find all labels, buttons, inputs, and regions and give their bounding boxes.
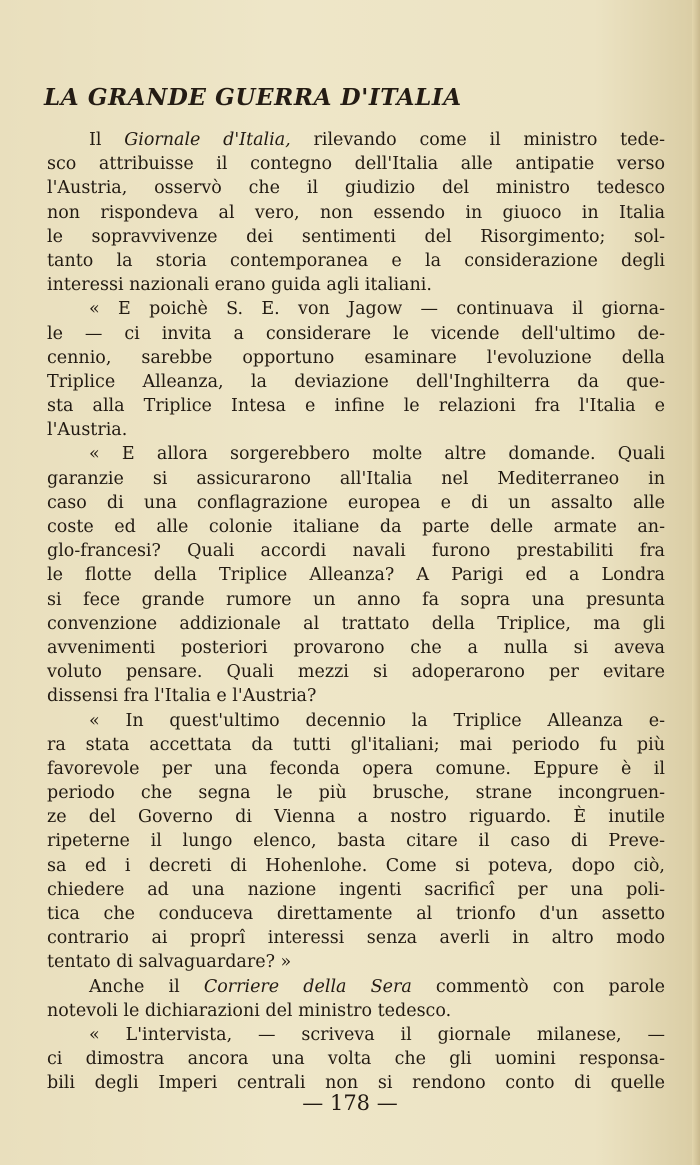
text-run: « In quest'ultimo decennio la Triplice Alleanza e- [89,710,665,731]
text-run: non rispondeva al vero, non essendo in giuoco in Italia [47,202,665,223]
text-run: « E poichè S. E. von Jagow — continuava il giorna- [89,299,665,320]
text-run: favorevole per una feconda opera comune. Eppure è il [47,758,665,779]
text-line [47,854,665,878]
text-line [47,225,665,249]
text-run: l'Austria. [47,420,128,441]
text-run: commentò con parole [411,976,666,997]
text-run: Anche il [89,976,204,997]
page-number: — 178 — [302,1091,398,1115]
text-run: coste ed alle colonie italiane da parte delle armate an- [47,517,665,537]
text-line [47,273,665,297]
text-line [47,491,665,515]
text-run: le flotte della Triplice Alleanza? A Parigi ed a Londra [47,565,665,586]
text-line [47,999,665,1023]
text-line [47,709,665,733]
running-head: LA GRANDE GUERRA D'ITALIA [44,84,462,111]
text-line [47,902,665,926]
text-line [47,636,665,660]
text-run: notevoli le dichiarazioni del ministro tedesco. [47,1000,452,1021]
text-run: ripeterne il lungo elenco, basta citare il caso di Preve- [47,831,665,852]
text-line [47,346,665,370]
text-run: glo-francesi? Quali accordi navali furono prestabiliti fra [47,541,665,562]
text-line [47,588,665,612]
text-line [47,418,665,442]
text-run: convenzione addizionale al trattato della Triplice, ma gli [47,613,665,634]
text-run: Triplice Alleanza, la deviazione dell'Inghilterra da que- [47,371,665,392]
page-edge [692,0,700,1165]
text-run: le — ci invita a considerare le vicende dell'ultimo de- [47,323,665,344]
text-run: interessi nazionali erano guida agli italiani. [47,275,432,296]
text-run: avvenimenti posteriori provarono che a nulla si aveva [47,637,665,658]
text-line [47,805,665,829]
text-line [47,757,665,781]
text-run: chiedere ad una nazione ingenti sacrificî per una poli- [47,879,665,900]
text-run: sco attribuisse il contegno dell'Italia alle antipatie verso [47,154,665,175]
text-line [47,1023,665,1047]
text-run: tanto la storia contemporanea e la considerazione degli [47,250,665,271]
italic-title: Corriere della Sera [203,976,412,997]
text-line [47,515,665,539]
text-run: Il [89,130,125,150]
text-line [47,467,665,491]
text-run: ci dimostra ancora una volta che gli uomini responsa- [47,1049,665,1070]
text-run: caso di una conflagrazione europea e di un assalto alle [47,492,665,513]
text-line [47,684,665,708]
text-run: tica che conduceva direttamente al trionfo d'un assetto [47,904,665,924]
text-line [47,829,665,853]
text-run: contrario ai proprî interessi senza averli in altro modo [47,928,665,949]
text-run: cennio, sarebbe opportuno esaminare l'evoluzione della [47,347,665,368]
text-run: « L'intervista, — scriveva il giornale milanese, — [89,1024,665,1045]
text-run: rilevando come il ministro tede- [290,130,666,150]
text-run: si fece grande rumore un anno fa sopra una presunta [47,589,665,610]
text-run: dissensi fra l'Italia e l'Austria? [47,686,317,707]
body-text [47,128,665,1096]
text-line [47,370,665,394]
text-line [47,394,665,418]
text-run: tentato di salvaguardare? » [47,952,292,973]
text-run: ze del Governo di Vienna a nostro riguardo. È inutile [47,807,665,828]
text-line [47,733,665,757]
text-run: garanzie si assicurarono all'Italia nel Mediterraneo in [47,468,665,489]
text-line [47,926,665,950]
text-line [47,128,665,152]
text-run: bili degli Imperi centrali non si rendono conto di quelle [47,1073,665,1094]
text-line [47,612,665,636]
text-line [47,201,665,225]
text-line [47,878,665,902]
text-run: sta alla Triplice Intesa e infine le relazioni fra l'Italia e [47,396,665,417]
text-line [47,660,665,684]
text-line [47,176,665,200]
text-line [47,950,665,974]
text-run: ra stata accettata da tutti gl'italiani; mai periodo fu più [47,734,665,755]
text-run: l'Austria, osservò che il giudizio del ministro tedesco [47,178,665,199]
text-run: sa ed i decreti di Hohenlohe. Come si poteva, dopo ciò, [47,855,665,876]
text-run: le sopravvivenze dei sentimenti del Risorgimento; sol- [47,226,665,247]
italic-title: Giornale d'Italia, [124,130,291,150]
text-run: voluto pensare. Quali mezzi si adoperarono per evitare [47,662,665,683]
text-line [47,297,665,321]
text-line [47,781,665,805]
text-line [47,322,665,346]
text-line [47,152,665,176]
text-line [47,539,665,563]
text-line [47,442,665,466]
text-run: « E allora sorgerebbero molte altre domande. Quali [89,444,665,465]
text-line [47,563,665,587]
text-line [47,1047,665,1071]
text-line [47,249,665,273]
text-run: periodo che segna le più brusche, strane incongruen- [47,783,665,804]
text-line [47,975,665,999]
